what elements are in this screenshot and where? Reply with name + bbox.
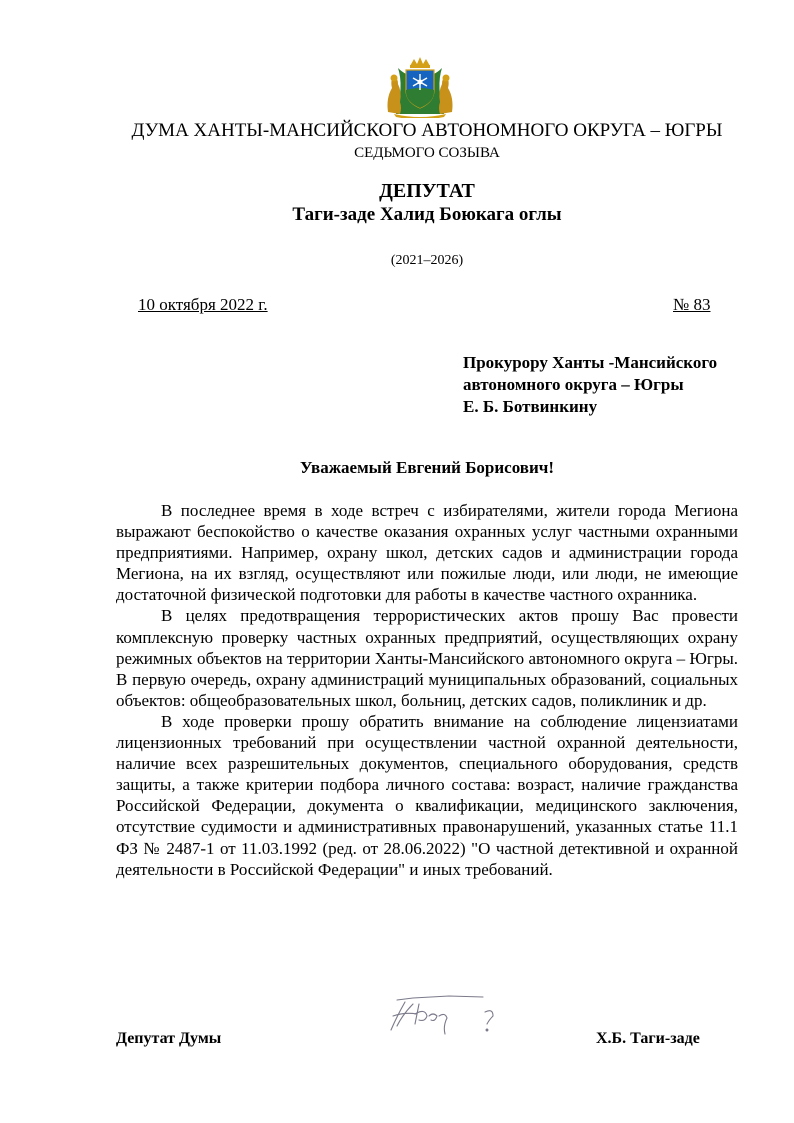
letter-number: № 83 (673, 295, 711, 314)
addressee-line: Прокурору Ханты -Мансийского (463, 353, 718, 372)
addressee-block (463, 352, 763, 418)
organization-name: ДУМА ХАНТЫ-МАНСИЙСКОГО АВТОНОМНОГО ОКРУГА – ЮГРЫ (131, 120, 723, 141)
body-paragraph: В целях предотвращения террористических актов прошу Вас провести комплексную проверку частных охранных предприятий, осуществляющих охрану режимных объектов на территории Ханты-Мансийского автономного округа – Югры. В первую очередь, охрану администраций муниципальных образований, социальных объектов: общеобразовательных школ, больниц, детских садов, поликлиник и др. (116, 606, 738, 710)
term-years: (2021–2026) (390, 253, 464, 268)
document-title: ДЕПУТАТ (379, 180, 475, 202)
signer-position: Депутат Думы (116, 1030, 222, 1047)
deputy-name: Таги-заде Халид Боюкага оглы (292, 204, 562, 225)
letter-body (116, 500, 738, 880)
signer-name: Х.Б. Таги-заде (596, 1030, 700, 1047)
handwritten-signature (383, 990, 505, 1042)
body-paragraph: В ходе проверки прошу обратить внимание на соблюдение лицензиатами лицензионных требований при осуществлении частной охранной деятельности, наличие всех разрешительных документов, специального оборудования, средств защиты, а также критерии подбора личного состава: возраст, наличие гражданства Российской Федерации, документа о квалификации, медицинского заключения, отсутствие судимости и административных правонарушений, указанных статье 11.1 ФЗ № 2487-1 от 11.03.1992 (ред. от 28.06.2022) "О частной детективной и охранной деятельности в Российской Федерации" и иных требований. (116, 711, 738, 879)
body-paragraph: В последнее время в ходе встреч с избирателями, жители города Мегиона выражают беспокойство о качестве оказания охранных услуг частными охранными предприятиями. Например, охрану школ, детских садов и администрации города Мегиона, на их взгляд, осуществляют или пожилые люди, или люди, не имеющие достаточной физической подготовки для работы в качестве частного охранника. (116, 501, 738, 605)
coat-of-arms-icon (384, 56, 456, 118)
salutation: Уважаемый Евгений Борисович! (299, 458, 555, 477)
addressee-line: автономного округа – Югры (463, 375, 684, 394)
addressee-line: Е. Б. Ботвинкину (463, 397, 598, 416)
letter-date: 10 октября 2022 г. (138, 295, 268, 314)
convocation-label: СЕДЬМОГО СОЗЫВА (354, 145, 500, 161)
